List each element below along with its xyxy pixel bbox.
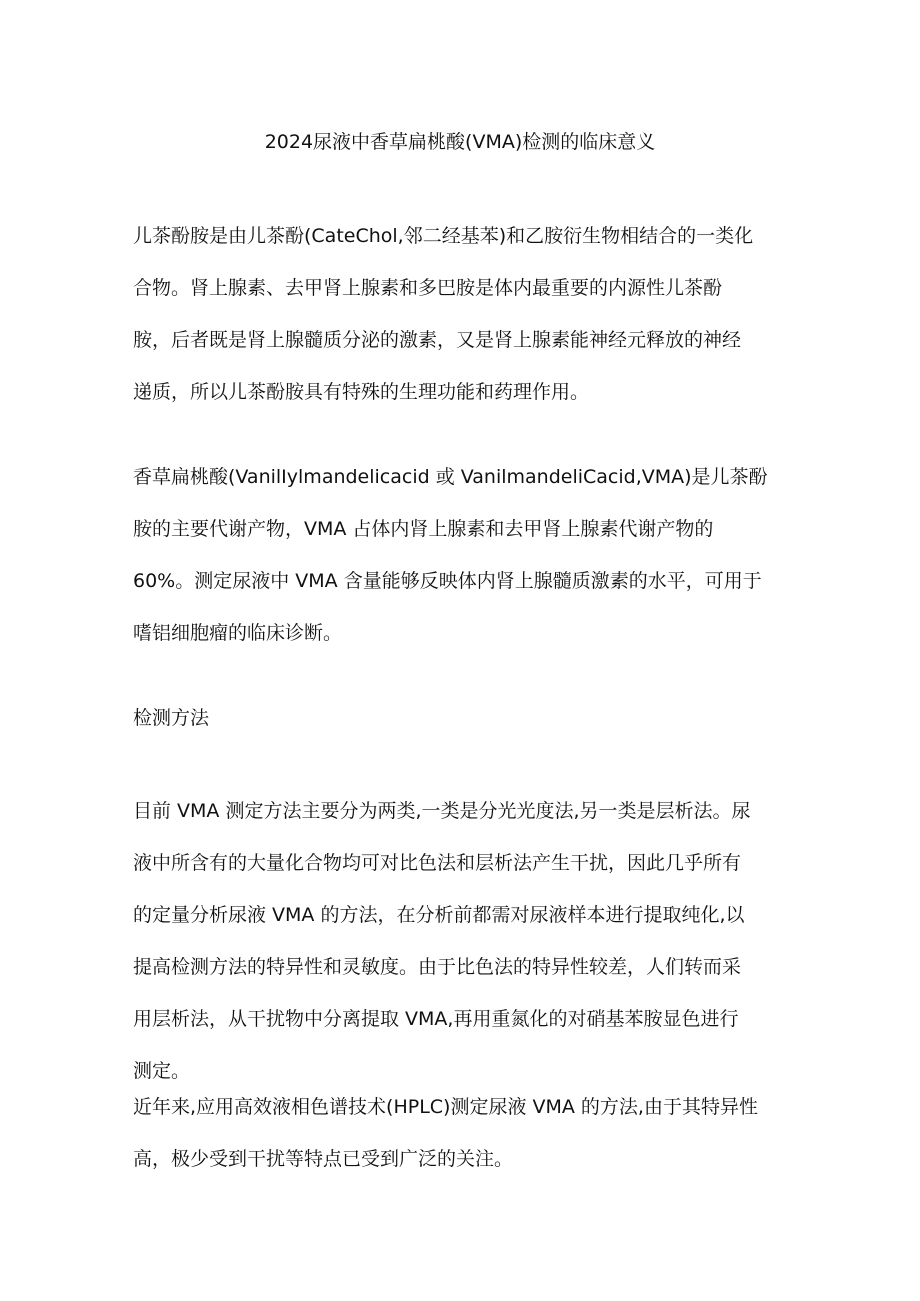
paragraph-line: 高，极少受到干扰等特点已受到广泛的关注。 bbox=[133, 1148, 514, 1170]
paragraph-line: 的定量分析尿液 VMA 的方法，在分析前都需对尿液样本进行提取纯化,以 bbox=[133, 904, 745, 926]
paragraph-line: 液中所含有的大量化合物均可对比色法和层析法产生干扰，因此几乎所有 bbox=[133, 852, 742, 874]
paragraph-line: 目前 VMA 测定方法主要分为两类,一类是分光光度法,另一类是层析法。尿 bbox=[133, 800, 751, 822]
document-title: 2024尿液中香草扁桃酸(VMA)检测的临床意义 bbox=[264, 131, 656, 153]
paragraph-line: 60%。测定尿液中 VMA 含量能够反映体内肾上腺髓质激素的水平，可用于 bbox=[133, 570, 762, 592]
paragraph-line: 提高检测方法的特异性和灵敏度。由于比色法的特异性较差，人们转而采 bbox=[133, 956, 742, 978]
paragraph-line: 嗜铝细胞瘤的临床诊断。 bbox=[133, 622, 343, 644]
paragraph-line: 用层析法，从干扰物中分离提取 VMA,再用重氮化的对硝基苯胺显色进行 bbox=[133, 1008, 739, 1030]
section-heading-detection-methods bbox=[133, 692, 793, 744]
section-heading-text: 检测方法 bbox=[133, 707, 210, 729]
paragraph-line: 胺，后者既是肾上腺髓质分泌的激素，又是肾上腺素能神经元释放的神经 bbox=[133, 329, 742, 351]
paragraph-detection-methods bbox=[133, 785, 793, 1097]
paragraph-catecholamine-intro bbox=[133, 210, 793, 418]
paragraph-hplc bbox=[133, 1081, 793, 1185]
paragraph-line: 测定。 bbox=[133, 1060, 191, 1082]
paragraph-line: 胺的主要代谢产物，VMA 占体内肾上腺素和去甲肾上腺素代谢产物的 bbox=[133, 518, 714, 540]
paragraph-line: 近年来,应用高效液相色谱技术(HPLC)测定尿液 VMA 的方法,由于其特异性 bbox=[133, 1096, 758, 1118]
paragraph-line: 香草扁桃酸(VanilIylmandelicacid 或 VanilmandeliCacid,VMA)是儿茶酚 bbox=[133, 466, 768, 488]
paragraph-line: 儿茶酚胺是由儿茶酚(CateChol,邻二经基苯)和乙胺衍生物相结合的一类化 bbox=[133, 225, 754, 247]
paragraph-vma-definition bbox=[133, 451, 793, 659]
paragraph-line: 递质，所以儿茶酚胺具有特殊的生理功能和药理作用。 bbox=[133, 381, 590, 403]
paragraph-line: 合物。肾上腺素、去甲肾上腺素和多巴胺是体内最重要的内源性儿茶酚 bbox=[133, 277, 723, 299]
